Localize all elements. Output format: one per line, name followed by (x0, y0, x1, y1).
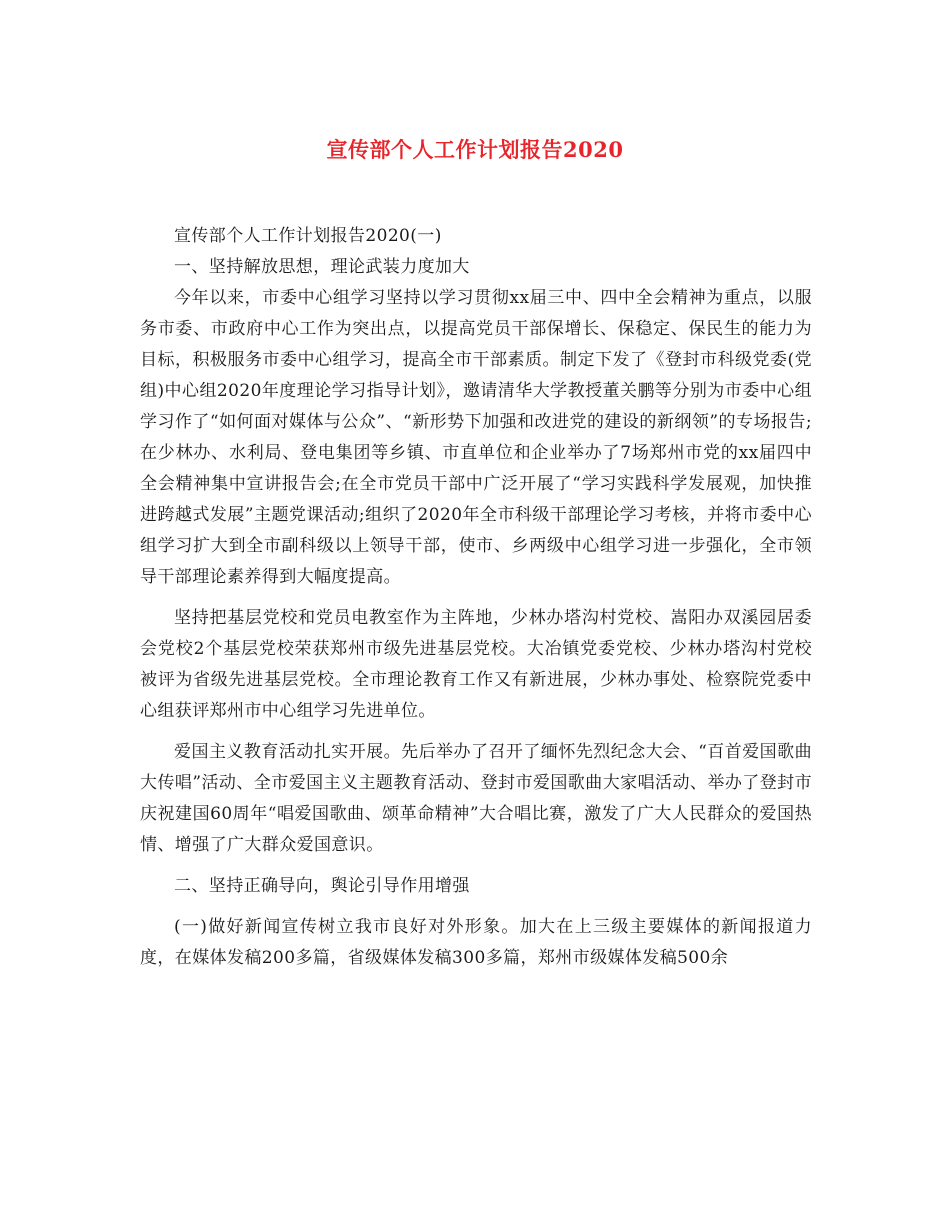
section-heading-2: 二、坚持正确导向，舆论引导作用增强 (174, 876, 470, 896)
document-title: 宣传部个人工作计划报告2020 (326, 137, 624, 162)
section-heading-1: 一、坚持解放思想，理论武装力度加大 (174, 257, 470, 277)
body-paragraph: 爱国主义教育活动扎实开展。先后举办了召开了缅怀先烈纪念大会、“百首爱国歌曲大传唱”活动、全市爱国主义主题教育活动、登封市爱国歌曲大家唱活动、举办了登封市庆祝建国60周年“唱爱国歌曲、颂革命精神”大合唱比赛，激发了广大人民群众的爱国热情、增强了广大群众爱国意识。 (140, 742, 812, 855)
body-paragraph: 坚持把基层党校和党员电教室作为主阵地，少林办塔沟村党校、嵩阳办双溪园居委会党校2个基层党校荣获郑州市级先进基层党校。大冶镇党委党校、少林办塔沟村党校被评为省级先进基层党校。全市理论教育工作又有新进展，少林办事处、检察院党委中心组获评郑州市中心组学习先进单位。 (140, 608, 812, 721)
body-paragraph: 今年以来，市委中心组学习坚持以学习贯彻xx届三中、四中全会精神为重点，以服务市委、市政府中心工作为突出点，以提高党员干部保增长、保稳定、保民生的能力为目标，积极服务市委中心组学习，提高全市干部素质。制定下发了《登封市科级党委(党组)中心组2020年度理论学习指导计划》，邀请清华大学教授董关鹏等分别为市委中心组学习作了“如何面对媒体与公众”、“新形势下加强和改进党的建设的新纲领”的专场报告;在少林办、水利局、登电集团等乡镇、市直单位和企业举办了7场郑州市党的xx届四中全会精神集中宣讲报告会;在全市党员干部中广泛开展了“学习实践科学发展观，加快推进跨越式发展”主题党课活动;组织了2020年全市科级干部理论学习考核，并将市委中心组学习扩大到全市副科级以上领导干部，使市、乡两级中心组学习进一步强化，全市领导干部理论素养得到大幅度提高。 (140, 288, 812, 587)
body-paragraph: (一)做好新闻宣传树立我市良好对外形象。加大在上三级主要媒体的新闻报道力度，在媒体发稿200多篇，省级媒体发稿300多篇，郑州市级媒体发稿500余 (140, 917, 812, 968)
document-body (140, 221, 812, 974)
subtitle-paragraph: 宣传部个人工作计划报告2020(一) (174, 226, 442, 246)
